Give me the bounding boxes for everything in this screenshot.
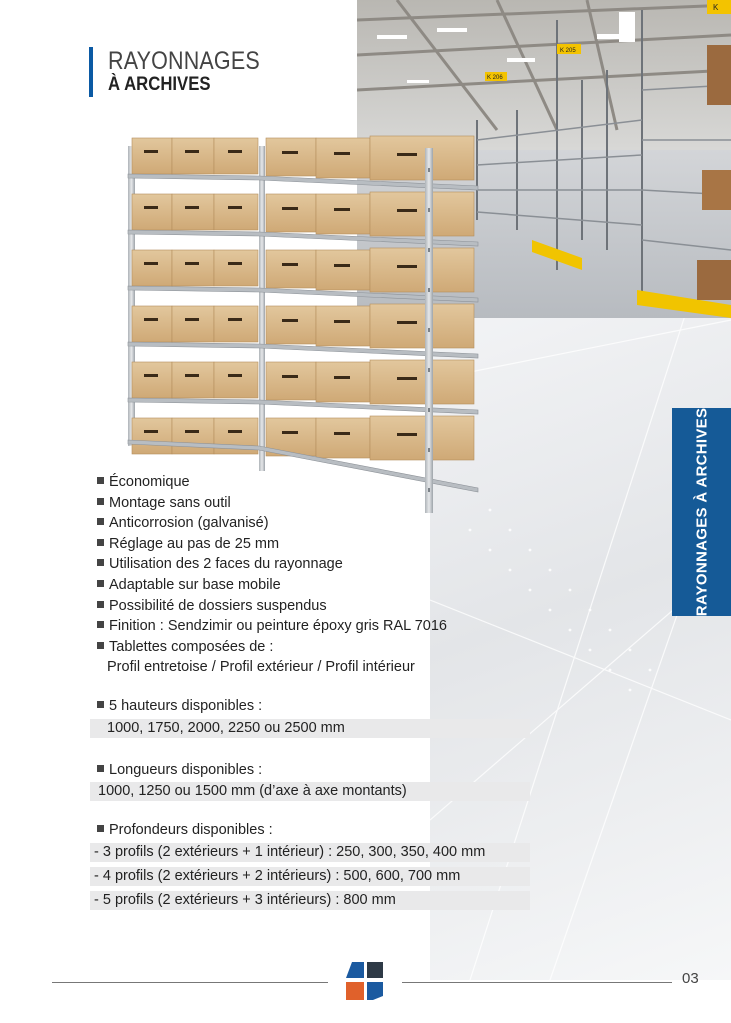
bullet-square-icon [97,539,104,546]
lengths-value: 1000, 1250 ou 1500 mm (d’axe à axe montants) [90,782,530,801]
feature-text: Économique [109,474,190,490]
list-item [97,596,537,617]
depths-row: - 3 profils (2 extérieurs + 1 intérieur) : 250, 300, 350, 400 mm [90,843,530,862]
feature-continuation: Profil entretoise / Profil extérieur / Profil intérieur [107,659,415,676]
list-item [97,616,537,637]
list-item [97,493,537,514]
bullet-square-icon [97,825,104,832]
feature-text: Montage sans outil [109,494,231,511]
bullet-square-icon [97,601,104,608]
section-side-tab [672,408,731,616]
list-item [97,472,537,493]
depths-heading-text: Profondeurs disponibles : [109,822,273,838]
brand-logo-icon [342,958,388,1004]
bullet-square-icon [97,498,104,505]
feature-text: Adaptable sur base mobile [109,576,281,593]
sign-k: K [713,3,719,12]
list-item [97,575,537,596]
feature-text: Anticorrosion (galvanisé) [109,515,269,532]
depths-row: - 5 profils (2 extérieurs + 3 intérieurs) : 800 mm [90,891,530,910]
list-item [97,534,537,555]
bullet-square-icon [97,701,104,708]
depths-heading [97,822,273,838]
heights-heading-text: 5 hauteurs disponibles : [109,698,263,714]
heights-heading [97,698,262,714]
side-tab-label: RAYONNAGES À ARCHIVES [693,407,710,617]
bullet-square-icon [97,580,104,587]
feature-text: Réglage au pas de 25 mm [109,535,280,552]
bullet-square-icon [97,642,104,649]
bullet-square-icon [97,621,104,628]
feature-text: Utilisation des 2 faces du rayonnage [109,556,343,573]
feature-text: Possibilité de dossiers suspendus [109,597,327,614]
feature-text: Tablettes composées de : [109,638,274,655]
bullet-square-icon [97,518,104,525]
sign-k206: K 206 [487,75,503,81]
list-item [97,513,537,534]
bullet-square-icon [97,765,104,772]
lengths-heading-text: Longueurs disponibles : [109,762,263,778]
bullet-square-icon [97,477,104,484]
bullet-square-icon [97,559,104,566]
depths-row: - 4 profils (2 extérieurs + 2 intérieurs) : 500, 600, 700 mm [90,867,530,886]
title-accent-bar [89,47,93,97]
heights-value: 1000, 1750, 2000, 2250 ou 2500 mm [90,719,530,738]
feature-text: Finition : Sendzimir ou peinture époxy gris RAL 7016 [109,618,447,635]
sign-k205: K 205 [560,48,576,54]
page-subtitle: À ARCHIVES [108,74,211,95]
footer-rule-right [402,982,672,983]
list-item [97,554,537,575]
page-number: 03 [682,970,699,987]
lengths-heading [97,762,262,778]
page-title: RAYONNAGES [108,47,260,75]
list-item [97,637,537,658]
archive-shelving-illustration [122,128,482,516]
footer-rule-left [52,982,328,983]
feature-list [97,472,537,678]
